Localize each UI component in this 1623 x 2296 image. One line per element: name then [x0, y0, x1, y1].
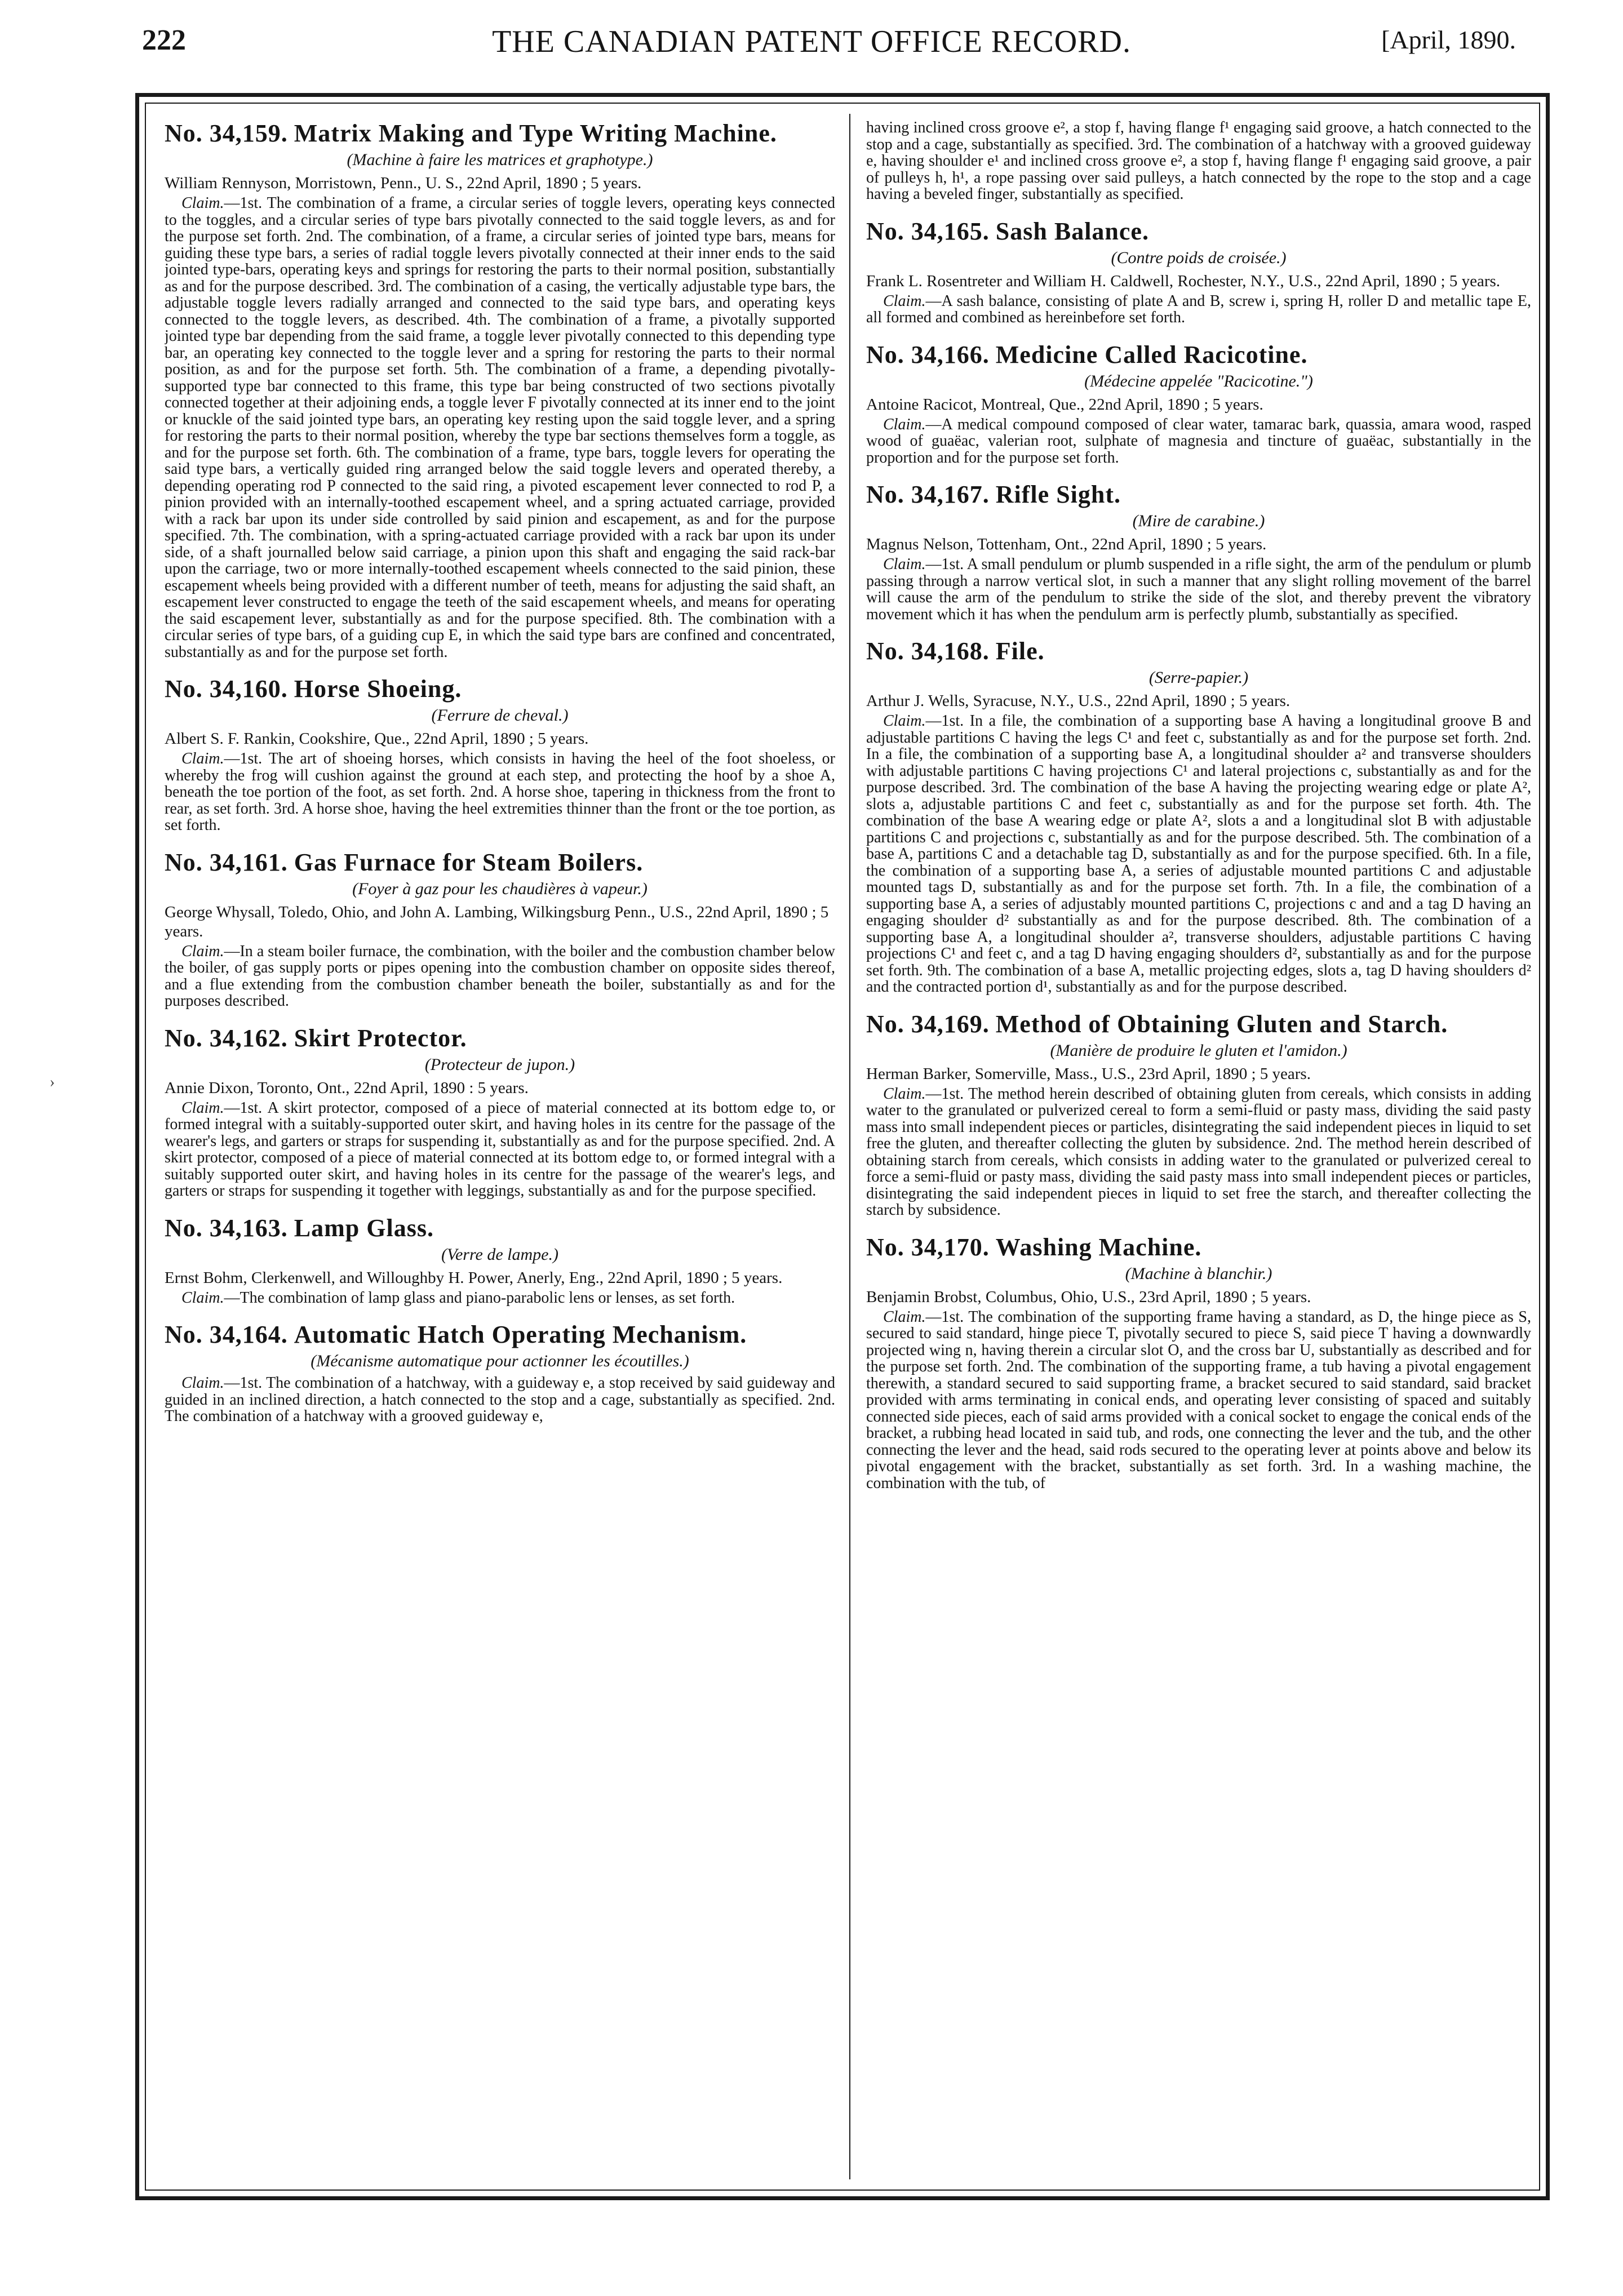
- patent-heading: [165, 675, 835, 703]
- claim-label: Claim.: [883, 1085, 926, 1103]
- claim-text: [165, 750, 835, 834]
- patent-title: Horse Shoeing.: [294, 675, 462, 703]
- claim-text: [165, 1290, 835, 1307]
- inventor-line: Annie Dixon, Toronto, Ont., 22nd April, 1890 : 5 years.: [165, 1078, 529, 1097]
- claim-label: Claim.: [181, 750, 224, 767]
- claim-label: Claim.: [883, 1308, 926, 1326]
- patent-title: File.: [995, 637, 1045, 665]
- claim-body: —1st. The art of shoeing horses, which consists in having the heel of the foot shoeless, or whereby the frog will cushion against the ground at each step, and protecting the hoof by a shoe A, beneath the toe portion of the foot, as set forth. 2nd. A horse shoe, tapering in thickness from the front to rear, as set forth. 3rd. A horse shoe, having the heel extremities thinner than the front or the toe portion, as set forth.: [165, 750, 835, 834]
- patent-number: No. 34,164.: [165, 1321, 288, 1348]
- french-title: (Médecine appelée "Racicotine."): [1084, 371, 1313, 390]
- claim-body: —1st. The combination of a frame, a circular series of toggle levers, operating keys connected to the toggles, and a circular series of type bars pivotally connected to the said toggle levers, as and for the purpose set forth. 2nd. The combination, of a frame, a circular series of jointed type bars, means for guiding these type bars, a series of radial toggle levers pivotally connected at their inner ends to the said jointed type-bars, operating keys and springs for restoring the parts to their normal position, substantially as and for the purpose described. 3rd. The combination of a casing, the vertically adjustable type bars, the adjustable toggle levers radially arranged and connected to the said type bars, and operating keys connected to the toggle levers, as described. 4th. The combination of a frame, a pivotally supported jointed type bar depending from the said frame, a toggle lever pivotally connected to this depending type bar, an operating key connected to the toggle lever and a spring for restoring the parts to their normal position, as and for the purpose set forth. 5th. The combination of a frame, a depending pivotally-supported type bar connected to this frame, this type bar being constructed of two sections pivotally connected together at their adjoining ends, a toggle lever F pivotally connected at its inner end to the joint or knuckle of the said jointed type bars, an operating key resting upon the said toggle lever, and a spring for restoring the parts to their normal position, whereby the type bar sections themselves form a toggle, as and for the purpose set forth. 6th. The combination of a frame, type bars, toggle levers for operating the said type bars, a vertically guided ring arranged below the said toggle levers and operated thereby, a depending operating rod P connected to the said ring, a pivoted escapement lever connected to rod P, a pinion provided with an internally-toothed escapement wheel, and a spring actuated carriage, provided with a rack bar upon its under side controlled by said pinion and escapement, as and for the purpose specified. 7th. The combination, with a spring-actuated carriage provided with a rack bar upon its under side, of a shaft journalled below said carriage, a pinion upon this shaft and engaging the said rack-bar upon the carriage, two or more internally-toothed escapement wheels connected to the said pinion, these escapement wheels being provided with a different number of teeth, means for adjusting the said shaft, an escapement lever constructed to engage the teeth of the said escapement wheels, and means for operating the said escapement lever, substantially as and for the purpose specified. 8th. The combination with a circular series of type bars, of a guiding cup E, in which the said type bars are confined and concentrated, substantially as and for the purpose set forth.: [165, 194, 835, 661]
- claim-text: [866, 556, 1531, 623]
- inventor-line: Ernst Bohm, Clerkenwell, and Willoughby H. Power, Anerly, Eng., 22nd April, 1890 ; 5 years.: [165, 1268, 783, 1287]
- patent-title: Skirt Protector.: [294, 1024, 467, 1052]
- patent-heading: [866, 341, 1531, 369]
- claim-body: —A sash balance, consisting of plate A and B, screw i, spring H, roller D and metallic tape E, all formed and combined as hereinbefore set forth.: [866, 292, 1531, 326]
- patent-heading: [165, 849, 835, 877]
- french-title: (Machine à blanchir.): [1125, 1264, 1272, 1283]
- patent-heading: [866, 481, 1531, 509]
- patent-heading: [866, 217, 1531, 246]
- patent-entry: [866, 481, 1531, 623]
- claim-text: [165, 195, 835, 660]
- claim-body: having inclined cross groove e², a stop f, having flange f¹ engaging said groove, a hatch connected to the stop and a cage, substantially as specified. 3rd. The combination of a hatchway with a grooved guideway e, having shoulder e¹ and inclined cross groove e², a stop f, having flange f¹ engaging said groove, a pair of pulleys h, h¹, a rope passing over said pulleys, a hatch connected by the rope to the stop and a cage having a beveled finger, substantially as specified.: [866, 119, 1531, 203]
- claim-label: Claim.: [883, 556, 926, 573]
- french-title: (Mécanisme automatique pour actionner les écoutilles.): [311, 1352, 689, 1370]
- claim-body: —1st. A skirt protector, composed of a piece of material connected at its bottom edge to, or formed integral with a suitably-supported outer skirt, and having holes in its centre for the passage of the wearer's legs, and garters or straps for suspending it, substantially as and for the purpose specified. 2nd. A skirt protector, composed of a piece of material connected at its bottom edge to, or formed integral with a suitably supported outer skirt, and having holes in its centre for the passage of the wearer's legs, and garters or straps for suspending it together with leggings, substantially as and for the purpose specified.: [165, 1099, 835, 1200]
- claim-label: Claim.: [883, 415, 926, 433]
- patent-number: No. 34,166.: [866, 340, 990, 368]
- claim-body: —1st. The combination of the supporting frame having a standard, as D, the hinge piece as S, secured to said standard, hinge piece T, pivotally secured to piece S, said piece T having a downwardly projected wing n, having therein a circular slot O, and the cross bar U, substantially as described and for the purpose set forth. 2nd. The combination of the supporting frame, a tub having a pivotal engagement therewith, a standard secured to said supporting frame, a bracket secured to said standard, said bracket provided with arms terminating in conical ends, and operating lever consisting of spaced and suitably connected side pieces, each of said arms provided with a conical socket to engage the conical ends of the bracket, a rubbing head located in said tub, and rods, one connecting the lever and the tub, and the other connecting the lever and the head, said rods secured to the operating lever at points above and below its pivotal engagement with the bracket, substantially as set forth. 3rd. In a washing machine, the combination with the tub, of: [866, 1308, 1531, 1492]
- claim-label: Claim.: [181, 194, 224, 212]
- patent-heading: [866, 1233, 1531, 1262]
- claim-text: [866, 293, 1531, 326]
- claim-body: —In a steam boiler furnace, the combination, with the boiler and the combustion chamber below the boiler, of gas supply ports or pipes opening into the combustion chamber on opposite sides thereof, and a flue extending from the combustion chamber beneath the boiler, substantially as and for the purposes described.: [165, 942, 835, 1010]
- patent-title: Sash Balance.: [995, 217, 1149, 245]
- inventor-line: Benjamin Brobst, Columbus, Ohio, U.S., 23rd April, 1890 ; 5 years.: [866, 1287, 1311, 1306]
- patent-title: Washing Machine.: [995, 1233, 1202, 1261]
- inventor-line: George Whysall, Toledo, Ohio, and John A. Lambing, Wilkingsburg Penn., U.S., 22nd April, 1890 ; 5 years.: [165, 903, 829, 940]
- patent-entry: [866, 637, 1531, 996]
- journal-title: THE CANADIAN PATENT OFFICE RECORD.: [492, 24, 1131, 59]
- patent-title: Medicine Called Racicotine.: [995, 340, 1308, 368]
- patent-heading: [165, 1024, 835, 1052]
- patent-entry: [165, 119, 835, 660]
- patent-entry: [866, 217, 1531, 326]
- patent-entry: [866, 1233, 1531, 1492]
- claim-label: Claim.: [181, 1099, 224, 1117]
- patent-title: Gas Furnace for Steam Boilers.: [294, 848, 644, 876]
- patent-title: Automatic Hatch Operating Mechanism.: [294, 1321, 747, 1348]
- claim-text: [165, 1375, 835, 1425]
- claim-body: —The combination of lamp glass and piano-parabolic lens or lenses, as set forth.: [224, 1289, 735, 1307]
- patent-title: Matrix Making and Type Writing Machine.: [294, 119, 777, 147]
- patent-number: No. 34,163.: [165, 1214, 288, 1242]
- patent-number: No. 34,161.: [165, 848, 288, 876]
- patent-number: No. 34,165.: [866, 217, 990, 245]
- french-title: (Mire de carabine.): [1132, 512, 1265, 530]
- inventor-line: Albert S. F. Rankin, Cookshire, Que., 22nd April, 1890 ; 5 years.: [165, 730, 589, 748]
- inventor-line: Antoine Racicot, Montreal, Que., 22nd April, 1890 ; 5 years.: [866, 395, 1263, 414]
- french-title: (Manière de produire le gluten et l'amidon.): [1050, 1041, 1347, 1060]
- french-title: (Protecteur de jupon.): [424, 1055, 575, 1074]
- patent-title: Method of Obtaining Gluten and Starch.: [995, 1010, 1448, 1038]
- page-number: 222: [142, 24, 186, 56]
- claim-body: —1st. A small pendulum or plumb suspended in a rifle sight, the arm of the pendulum or plumb passing through a narrow vertical slot, in such a manner that any slight rolling movement of the barrel will cause the arm of the pendulum to strike the side of the slot, and thereby prevent the vibratory movement which it has when the pendulum arm is perfectly plumb, substantially as specified.: [866, 556, 1531, 623]
- claim-label: Claim.: [181, 1289, 224, 1307]
- claim-body: —1st. The method herein described of obtaining gluten from cereals, which consists in adding water to the granulated or pulverized cereal to form a semi-fluid or pasty mass, dividing the said pasty mass into small independent pieces or particles, disintegrating the said independent pieces in liquid to set free the gluten, and thereafter collecting the gluten by subsidence. 2nd. The method herein described of obtaining starch from cereals, which consists in adding water to the granulated or pulverized cereal to force a semi-fluid or pasty mass, dividing the said pasty mass into small independent pieces or particles, disintegrating the said independent pieces in liquid to set free the starch, and thereafter collecting the starch by subsidence.: [866, 1085, 1531, 1219]
- patent-entry: [165, 675, 835, 834]
- patent-number: No. 34,170.: [866, 1233, 990, 1261]
- french-title: (Contre poids de croisée.): [1111, 248, 1287, 267]
- patent-heading: [165, 119, 835, 148]
- claim-body: —1st. The combination of a hatchway, with a guideway e, a stop received by said guideway and guided in an inclined direction, a hatch connected to the stop and a cage, substantially as specified. 2nd. The combination of a hatchway with a grooved guideway e,: [165, 1374, 835, 1425]
- claim-label: Claim.: [883, 712, 926, 730]
- french-title: (Serre-papier.): [1148, 668, 1249, 687]
- patent-title: Lamp Glass.: [294, 1214, 434, 1242]
- inventor-line: Magnus Nelson, Tottenham, Ont., 22nd April, 1890 ; 5 years.: [866, 535, 1267, 553]
- claim-label: Claim.: [181, 942, 224, 960]
- page-frame: [135, 93, 1550, 2200]
- patent-heading: [165, 1214, 835, 1242]
- patent-title: Rifle Sight.: [995, 481, 1121, 508]
- inventor-line: Arthur J. Wells, Syracuse, N.Y., U.S., 22nd April, 1890 ; 5 years.: [866, 692, 1291, 710]
- claim-text: [866, 416, 1531, 467]
- claim-body: —1st. In a file, the combination of a supporting base A having a longitudinal groove B and adjustable partitions C having the legs C¹ and feet c, substantially as and for the purpose set forth. 2nd. In a file, the combination of a supporting base A, a longitudinal shoulder a² and transverse shoulders with adjustable partitions C having projections C¹ and lateral projections c, substantially as and for the purpose described. 3rd. The combination of the base A having the projecting wearing edge or plate A², slots a, adjustable partitions C and feet c, substantially as and for the purpose set forth. 4th. The combination of the base A wearing edge or plate A², slots a and a longitudinal slot B with adjustable partitions C and projections c, substantially as and for the purpose described. 5th. The combination of a base A, partitions C and a detachable tag D, substantially as and for the purpose specified. 6th. In a file, the combination of a supporting base A, a series of adjustable mounted partitions C and adjustable mounted tags D, substantially as and for the purpose set forth. 7th. In a file, the combination of a supporting base A, a series of adjustably mounted partitions C, projections c and and a tag D having an engaging shoulder d² substantially as and for the purpose described. 8th. The combination of a supporting base A, a longitudinal shoulder a², transverse shoulders, adjustable partitions C having projections C¹ and feet c, and a tag D having engaging shoulders d², substantially as and for the purpose set forth. 9th. The combination of a base A, metallic projecting edges, slots a, tag D having shoulders d² and the contracted portion d¹, substantially as and for the purpose described.: [866, 712, 1531, 996]
- patent-entry: [866, 341, 1531, 467]
- patent-heading: [866, 1010, 1531, 1038]
- inventor-line: Frank L. Rosentreter and William H. Caldwell, Rochester, N.Y., U.S., 22nd April, 1890 ; 5 years.: [866, 272, 1501, 290]
- patent-heading: [165, 1321, 835, 1349]
- french-title: (Machine à faire les matrices et graphotype.): [347, 150, 653, 169]
- patent-entry: [165, 1024, 835, 1200]
- claim-body: —A medical compound composed of clear water, tamarac bark, quassia, amara wood, rasped wood of guaëac, valerian root, sulphate of magnesia and tincture of guaëac, substantially in the proportion and for the purpose set forth.: [866, 415, 1531, 467]
- page-header: [0, 0, 1623, 96]
- patent-number: No. 34,167.: [866, 481, 990, 508]
- inventor-line: Herman Barker, Somerville, Mass., U.S., 23rd April, 1890 ; 5 years.: [866, 1064, 1311, 1083]
- claim-text: [866, 1086, 1531, 1219]
- patent-entry: [866, 1010, 1531, 1219]
- patent-entry: [866, 119, 1531, 203]
- french-title: (Ferrure de cheval.): [431, 706, 569, 725]
- claim-label: Claim.: [181, 1374, 224, 1392]
- column-divider: [849, 114, 850, 2179]
- inventor-line: William Rennyson, Morristown, Penn., U. S., 22nd April, 1890 ; 5 years.: [165, 174, 642, 192]
- claim-text: [866, 713, 1531, 996]
- left-column: [165, 119, 835, 2174]
- claim-text: [866, 1309, 1531, 1492]
- patent-heading: [866, 637, 1531, 665]
- claim-text: [165, 943, 835, 1010]
- right-column: [866, 119, 1531, 2174]
- patent-number: No. 34,168.: [866, 637, 990, 665]
- french-title: (Verre de lampe.): [441, 1245, 558, 1264]
- claim-text: [866, 119, 1531, 203]
- patent-entry: [165, 1321, 835, 1425]
- claim-label: Claim.: [883, 292, 926, 310]
- french-title: (Foyer à gaz pour les chaudières à vapeur.): [352, 879, 648, 898]
- patent-entry: [165, 849, 835, 1010]
- issue-date: [April, 1890.: [1381, 25, 1516, 54]
- patent-number: No. 34,162.: [165, 1024, 288, 1052]
- margin-mark: ›: [50, 1073, 55, 1091]
- patent-number: No. 34,159.: [165, 119, 288, 147]
- patent-number: No. 34,160.: [165, 675, 288, 703]
- patent-entry: [165, 1214, 835, 1307]
- patent-number: No. 34,169.: [866, 1010, 990, 1038]
- claim-text: [165, 1100, 835, 1200]
